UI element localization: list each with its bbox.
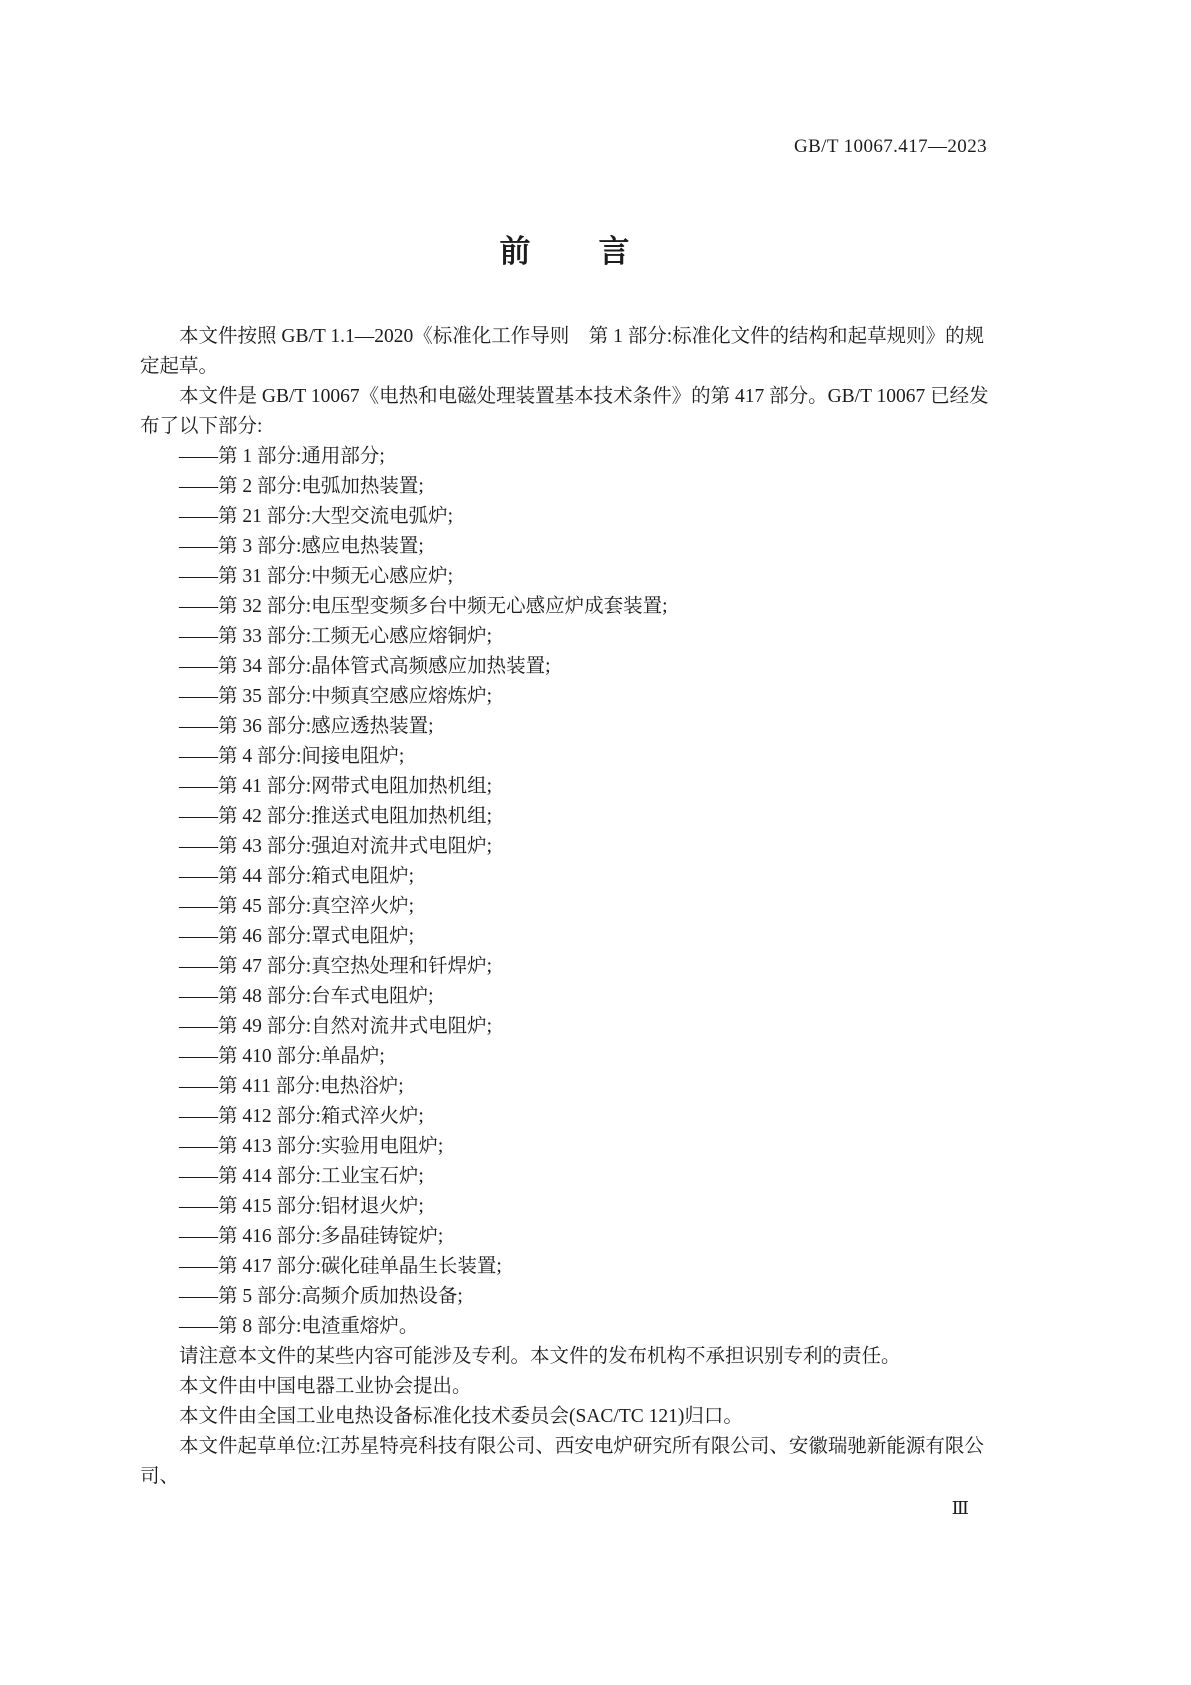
parts-list-item: ——第 410 部分:单晶炉; [179, 1046, 385, 1067]
parts-list-item: ——第 415 部分:铝材退火炉; [179, 1196, 424, 1217]
page-title: 前 言 [499, 234, 632, 269]
parts-list-item: ——第 4 部分:间接电阻炉; [179, 746, 405, 767]
parts-list-item: ——第 46 部分:罩式电阻炉; [179, 926, 415, 947]
parts-list-item: ——第 31 部分:中频无心感应炉; [179, 566, 454, 587]
intro-paragraph-2: 本文件是 GB/T 10067《电热和电磁处理装置基本技术条件》的第 417 部分。GB/T 10067 已经发布了以下部分: [140, 386, 989, 437]
parts-list-item: ——第 45 部分:真空淬火炉; [179, 896, 415, 917]
centralized-by-paragraph: 本文件由全国工业电热设备标准化技术委员会(SAC/TC 121)归口。 [179, 1406, 743, 1427]
document-body [140, 322, 991, 1492]
parts-list [140, 442, 991, 1342]
parts-list-item: ——第 47 部分:真空热处理和钎焊炉; [179, 956, 493, 977]
parts-list-item: ——第 43 部分:强迫对流井式电阻炉; [179, 836, 493, 857]
proposed-by-paragraph: 本文件由中国电器工业协会提出。 [179, 1376, 472, 1397]
parts-list-item: ——第 49 部分:自然对流井式电阻炉; [179, 1016, 493, 1037]
parts-list-item: ——第 417 部分:碳化硅单晶生长装置; [179, 1256, 502, 1277]
parts-list-item: ——第 32 部分:电压型变频多台中频无心感应炉成套装置; [179, 596, 668, 617]
parts-list-item: ——第 2 部分:电弧加热装置; [179, 476, 424, 497]
parts-list-item: ——第 412 部分:箱式淬火炉; [179, 1106, 424, 1127]
parts-list-item: ——第 411 部分:电热浴炉; [179, 1076, 404, 1097]
parts-list-item: ——第 416 部分:多晶硅铸锭炉; [179, 1226, 444, 1247]
page-number: Ⅲ [951, 1498, 969, 1518]
parts-list-item: ——第 21 部分:大型交流电弧炉; [179, 506, 454, 527]
parts-list-item: ——第 42 部分:推送式电阻加热机组; [179, 806, 493, 827]
parts-list-item: ——第 3 部分:感应电热装置; [179, 536, 424, 557]
parts-list-item: ——第 5 部分:高频介质加热设备; [179, 1286, 463, 1307]
parts-list-item: ——第 413 部分:实验用电阻炉; [179, 1136, 444, 1157]
patent-notice-paragraph: 请注意本文件的某些内容可能涉及专利。本文件的发布机构不承担识别专利的责任。 [179, 1346, 901, 1367]
parts-list-item: ——第 33 部分:工频无心感应熔铜炉; [179, 626, 493, 647]
parts-list-item: ——第 36 部分:感应透热装置; [179, 716, 434, 737]
intro-paragraph-1: 本文件按照 GB/T 1.1—2020《标准化工作导则 第 1 部分:标准化文件的结构和起草规则》的规定起草。 [140, 326, 985, 377]
parts-list-item: ——第 35 部分:中频真空感应熔炼炉; [179, 686, 493, 707]
parts-list-item: ——第 41 部分:网带式电阻加热机组; [179, 776, 493, 797]
parts-list-item: ——第 414 部分:工业宝石炉; [179, 1166, 424, 1187]
parts-list-item: ——第 48 部分:台车式电阻炉; [179, 986, 434, 1007]
drafting-organizations-paragraph: 本文件起草单位:江苏星特亮科技有限公司、西安电炉研究所有限公司、安徽瑞驰新能源有限公司、 [140, 1436, 984, 1487]
parts-list-item: ——第 8 部分:电渣重熔炉。 [179, 1316, 419, 1337]
parts-list-item: ——第 1 部分:通用部分; [179, 446, 385, 467]
standard-number: GB/T 10067.417—2023 [793, 136, 987, 157]
parts-list-item: ——第 44 部分:箱式电阻炉; [179, 866, 415, 887]
parts-list-item: ——第 34 部分:晶体管式高频感应加热装置; [179, 656, 551, 677]
